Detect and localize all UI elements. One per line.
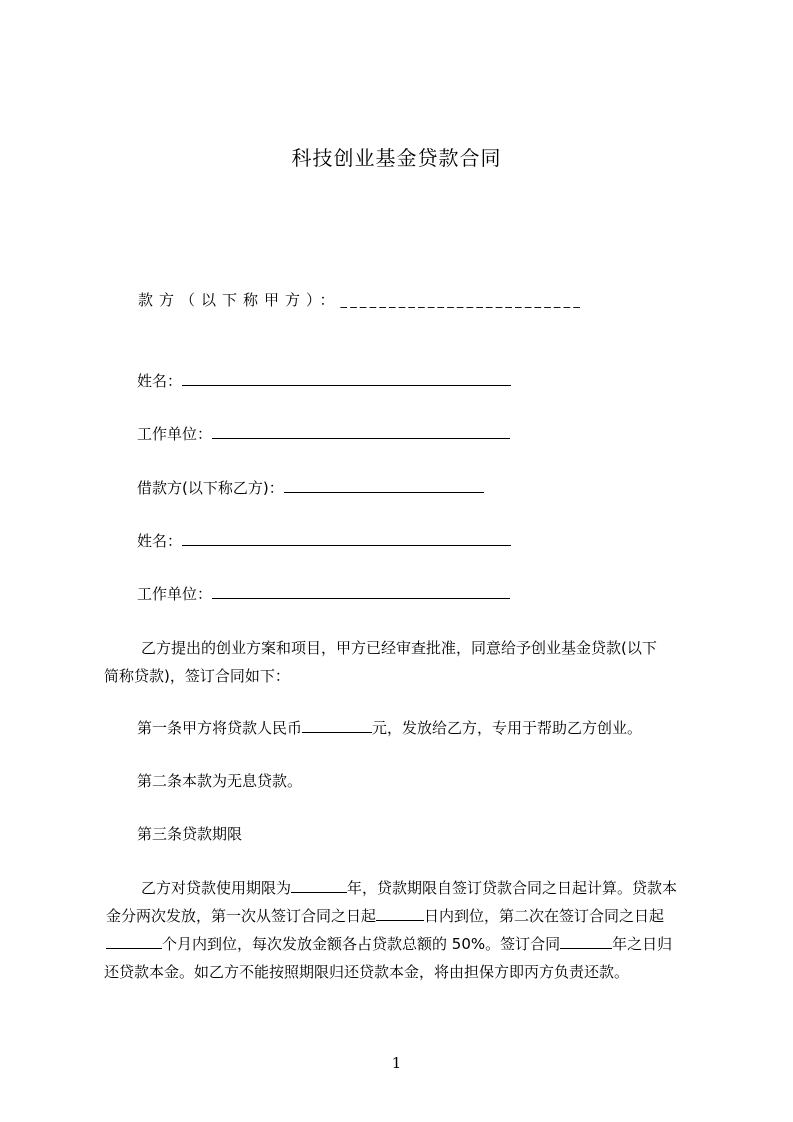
borrower-name-blank bbox=[182, 531, 511, 546]
article-3-title: 第三条贷款期限 bbox=[137, 825, 243, 843]
article-3-text: 年，贷款期限自签订贷款合同之日起计算。贷款本 bbox=[347, 879, 678, 897]
article-2: 第二条本款为无息贷款。 bbox=[137, 772, 303, 790]
lender-name-blank bbox=[182, 371, 511, 386]
lender-name-label: 姓名： bbox=[137, 372, 183, 390]
article-1-text: 第一条甲方将贷款人民币 bbox=[137, 719, 303, 737]
repay-years-blank bbox=[560, 934, 612, 949]
article-3-line bbox=[104, 902, 704, 930]
lender-blank: _________________________ bbox=[340, 294, 584, 309]
article-3-line bbox=[104, 874, 704, 902]
borrower-name-line bbox=[137, 531, 511, 551]
page-number: 1 bbox=[391, 1054, 402, 1072]
article-3-text: 乙方对贷款使用期限为 bbox=[141, 879, 292, 897]
lender-name-line bbox=[137, 371, 511, 391]
article-3-text: 年之日归 bbox=[612, 935, 673, 953]
lender-label: 款方（以下称甲方）： bbox=[138, 291, 341, 309]
amount-blank bbox=[302, 718, 372, 733]
term-years-blank bbox=[291, 878, 347, 893]
document-title: 科技创业基金贷款合同 bbox=[291, 146, 502, 170]
article-1-text: 元，发放给乙方，专用于帮助乙方创业。 bbox=[372, 719, 643, 737]
article-3-paragraph bbox=[104, 874, 704, 986]
borrower-label: 借款方(以下称乙方)： bbox=[137, 479, 284, 497]
intro-line: 简称贷款)，签订合同如下： bbox=[104, 667, 290, 685]
lender-line bbox=[138, 290, 583, 312]
article-3-line: 还贷款本金。如乙方不能按照期限归还贷款本金，将由担保方即丙方负责还款。 bbox=[104, 963, 630, 981]
first-days-blank bbox=[376, 906, 424, 921]
intro-paragraph bbox=[104, 634, 704, 690]
lender-unit-line bbox=[137, 424, 510, 444]
article-3-text: 金分两次发放，第一次从签订合同之日起 bbox=[106, 907, 377, 925]
borrower-unit-label: 工作单位： bbox=[137, 585, 213, 603]
intro-line: 乙方提出的创业方案和项目，甲方已经审查批准，同意给予创业基金贷款(以下 bbox=[141, 639, 657, 657]
borrower-name-label: 姓名： bbox=[137, 532, 183, 550]
article-3-line bbox=[104, 930, 704, 958]
article-3-text: 个月内到位，每次发放金额各占贷款总额的 50%。签订合同 bbox=[162, 935, 561, 953]
lender-unit-label: 工作单位： bbox=[137, 425, 213, 443]
borrower-blank bbox=[284, 478, 484, 493]
lender-unit-blank bbox=[212, 424, 510, 439]
borrower-unit-line bbox=[137, 584, 510, 604]
second-months-blank bbox=[106, 934, 162, 949]
article-3-text: 日内到位，第二次在签订合同之日起 bbox=[424, 907, 665, 925]
borrower-line bbox=[137, 478, 484, 498]
article-1 bbox=[137, 718, 642, 738]
borrower-unit-blank bbox=[212, 584, 510, 599]
